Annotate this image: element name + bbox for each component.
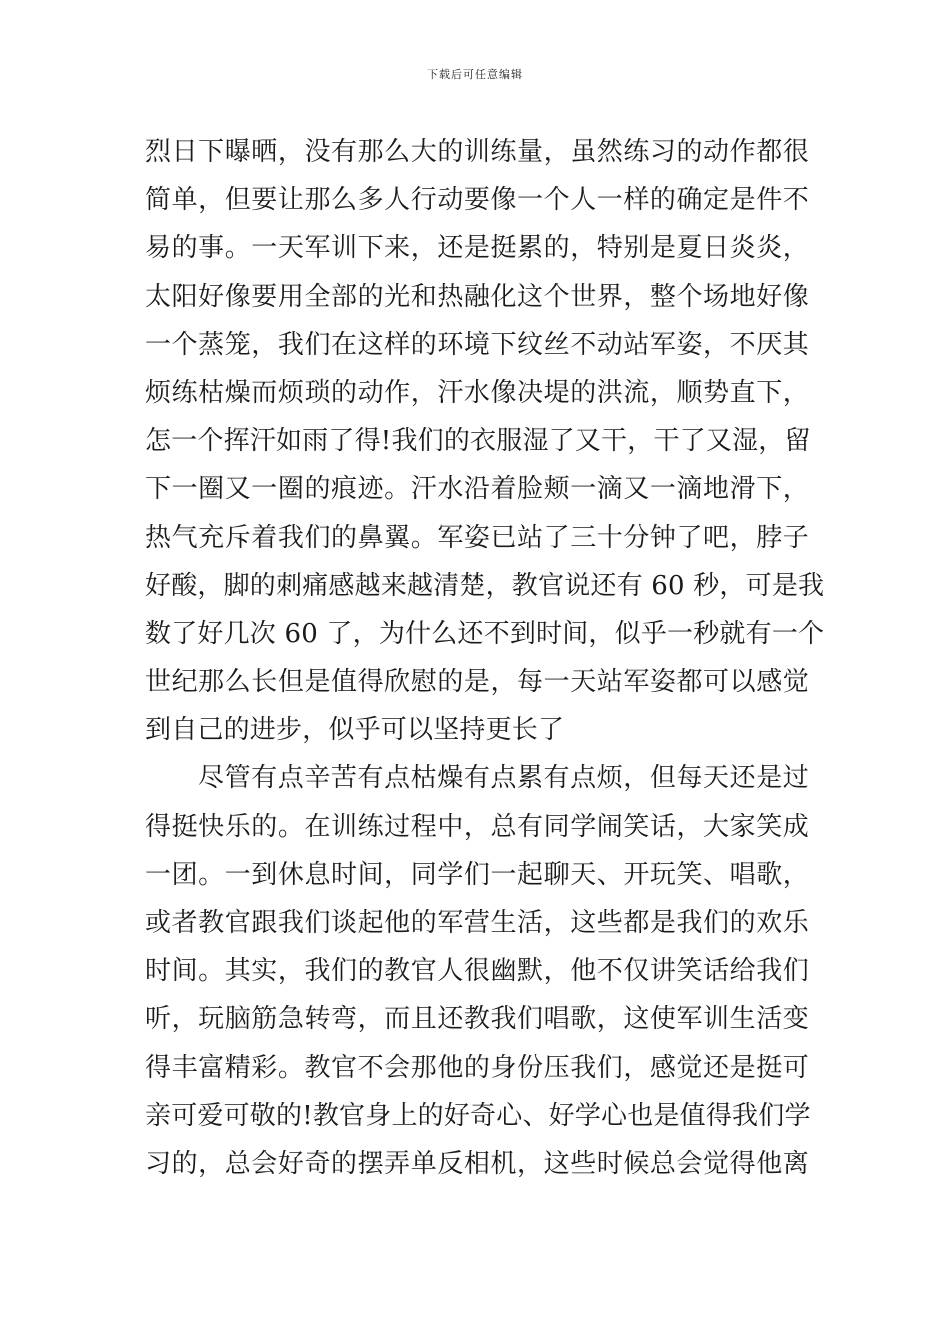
text-line: 太阳好像要用全部的光和热融化这个世界，整个场地好像 <box>145 281 809 312</box>
text-line: 或者教官跟我们谈起他的军营生活，这些都是我们的欢乐 <box>145 908 809 938</box>
paragraph-2 <box>145 754 809 1188</box>
text-line: 得挺快乐的。在训练过程中，总有同学闹笑话，大家笑成 <box>145 811 809 842</box>
text-line: 数了好几次 60 了，为什么还不到时间，似乎一秒就有一个 <box>145 618 825 649</box>
text-line: 到自己的进步，似乎可以坚持更长了 <box>145 715 565 746</box>
paragraph-1 <box>145 128 825 754</box>
text-line: 习的，总会好奇的摆弄单反相机，这些时候总会觉得他离 <box>145 1148 809 1179</box>
text-line: 好酸，脚的刺痛感越来越清楚，教官说还有 60 秒，可是我 <box>145 570 825 601</box>
text-line: 易的事。一天军训下来，还是挺累的，特别是夏日炎炎， <box>145 233 809 264</box>
text-line: 得丰富精彩。教官不会那他的身份压我们，感觉还是挺可 <box>145 1052 809 1083</box>
text-line: 一团。一到休息时间，同学们一起聊天、开玩笑、唱歌， <box>145 859 809 890</box>
text-line: 听，玩脑筋急转弯，而且还教我们唱歌，这使军训生活变 <box>145 1004 809 1035</box>
text-line: 世纪那么长但是值得欣慰的是，每一天站军姿都可以感觉 <box>145 667 809 698</box>
text-line: 热气充斥着我们的鼻翼。军姿已站了三十分钟了吧，脖子 <box>145 522 809 553</box>
text-line: 烦练枯燥而烦琐的动作，汗水像决堤的洪流，顺势直下， <box>145 377 809 408</box>
page-header: 下载后可任意编辑 <box>427 68 523 81</box>
text-line: 一个蒸笼，我们在这样的环境下纹丝不动站军姿，不厌其 <box>145 329 809 360</box>
text-line: 烈日下曝晒，没有那么大的训练量，虽然练习的动作都很 <box>145 137 809 167</box>
text-line: 时间。其实，我们的教官人很幽默，他不仅讲笑话给我们 <box>145 956 809 987</box>
body-text <box>145 128 825 1188</box>
text-line: 下一圈又一圈的痕迹。汗水沿着脸颊一滴又一滴地滑下， <box>145 474 809 505</box>
text-line: 怎一个挥汗如雨了得!我们的衣服湿了又干，干了又湿，留 <box>145 426 811 457</box>
text-line: 亲可爱可敬的!教官身上的好奇心、好学心也是值得我们学 <box>145 1100 811 1131</box>
text-line: 简单，但要让那么多人行动要像一个人一样的确定是件不 <box>145 185 809 216</box>
text-line: 尽管有点辛苦有点枯燥有点累有点烦，但每天还是过 <box>198 763 809 794</box>
